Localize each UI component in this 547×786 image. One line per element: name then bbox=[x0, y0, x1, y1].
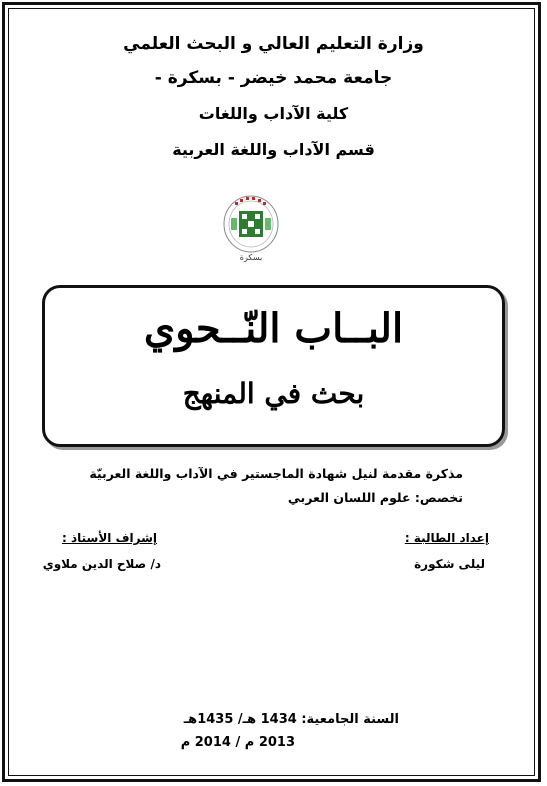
ministry-line: وزارة التعليم العالي و البحث العلمي bbox=[123, 34, 424, 54]
logo-caption: بسكرة bbox=[239, 253, 263, 262]
thesis-subtitle: بحث في المنهج bbox=[182, 377, 365, 410]
degree-statement: مذكرة مقدمة لنيل شهادة الماجستير في الآداب واللغة العربيّة bbox=[89, 466, 463, 481]
university-line: جامعة محمد خيضر - بسكرة - bbox=[154, 68, 393, 88]
academic-year-hijri: السنة الجامعية: 1434 هـ/ 1435هـ bbox=[183, 712, 399, 727]
academic-year-gregorian: 2013 م / 2014 م bbox=[180, 735, 295, 750]
department-line: قسم الآداب واللغة العربية bbox=[172, 140, 375, 159]
student-label: إعداد الطالبة : bbox=[404, 531, 489, 545]
student-name: ليلى شكورة bbox=[414, 557, 485, 571]
supervisor-label: إشراف الأستاذ : bbox=[62, 531, 157, 545]
university-emblem-icon bbox=[222, 194, 280, 266]
specialty-line: تخصص: علوم اللسان العربي bbox=[287, 490, 463, 505]
supervisor-name: د/ صلاح الدين ملاوي bbox=[42, 557, 161, 571]
faculty-line: كلية الآداب واللغات bbox=[198, 104, 349, 123]
thesis-title: البــاب النّــحوي bbox=[143, 305, 404, 352]
